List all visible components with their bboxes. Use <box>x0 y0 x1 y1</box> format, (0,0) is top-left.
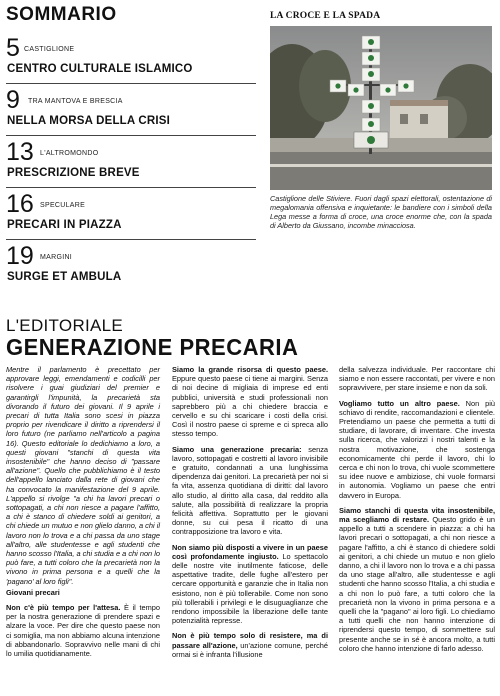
divider <box>6 83 256 84</box>
toc-headline: PRESCRIZIONE BREVE <box>7 167 140 179</box>
toc-section-label: SPECULARE <box>40 202 86 209</box>
text-column <box>6 365 160 664</box>
article-title: GENERAZIONE PRECARIA <box>6 334 299 361</box>
paragraph: Mentre il parlamento è precettato per approvare leggi, emendamenti e codicilli per risolvere i guai giudiziari del premier e garantirgli l'impunità, la precarietà sta divorando il futuro dei giovani. Il 9 aprile i precari di tutta Italia sono scesi in piazza proprio per rivendicare il diritto a riprendersi il loro futuro (ne parliamo nell'articolo a pagina 16). Questo editoriale lo dedichiamo a loro, a questi giovani "stanchi di questa vita insostenibile" che hanno deciso di "passare all'azione". Quello che pubblichiamo è il testo dell'appello lanciato dalla rete di giovani che ha convocato la manifestazione del 9 aprile. L'appello si rivolge "a chi ha lavori precari o sottopagati, a chi non riesce a pagare l'affitto, a chi è stanco di chiedere soldi ai genitori, a chi chiede un mutuo e non glielo danno, a chi il lavoro non lo trova e a chi passa da uno stage all'altro, alle studentesse e agli studenti che hanno scosso l'Italia, a chi studia e a chi non lo può fare, a tutti coloro che la precarietà non la vivono in prima persona e a quelli che la 'pagano' al loro figli". <box>6 365 160 586</box>
paragraph: Siamo una generazione precaria: senza lavoro, sottopagati e costretti al lavoro invisibile e gratuito, condannati a una lunghissima dipendenza dai genitori. La precarietà per noi si fa vita, assenza quotidiana di diritti: dal lavoro allo studio, al diritto alla casa, dal reddito alla salute, alla possibilità di realizzare la propria felicità affettiva. Soprattutto per le giovani donne, su cui pesa il ricatto di una contrapposizione tra lavoro e vita. <box>172 444 328 537</box>
toc-headline: CENTRO CULTURALE ISLAMICO <box>7 63 193 75</box>
paragraph: Vogliamo tutto un altro paese. Non più schiavo di rendite, raccomandazioni e clientele. Pretendiamo un paese che permetta a tutti di studiare, di lavorare, di inventare. Che investa sulla ricerca, che valorizzi i nostri talenti e la nostra motivazione, che sostenga economicamente chi perde il lavoro, chi lo cerca e chi non lo trova, chi vuole scommettere su idee nuove e ambiziose, chi vuole formarsi in autonomia. Vogliamo un paese che entri davvero in Europa. <box>339 398 495 500</box>
toc-item[interactable] <box>6 140 256 192</box>
sommario-title: SOMMARIO <box>6 4 117 25</box>
toc-section-label: TRA MANTOVA E BRESCIA <box>28 98 123 105</box>
paragraph: Non c'è più tempo per l'attesa. È il tempo per la nostra generazione di prendere spazi e alzare la voce. Per dire che questo paese non ci somiglia, ma non abbiamo alcuna intenzione di abbandonarlo. Sopravvivo nelle mani di chi lo umilia quotidianamente. <box>6 603 160 659</box>
toc-page-number: 13 <box>6 138 34 166</box>
text-column <box>172 365 328 665</box>
toc-headline: PRECARI IN PIAZZA <box>7 219 122 231</box>
section-label: L'EDITORIALE <box>6 316 124 335</box>
paragraph: Siamo stanchi di questa vita insostenibile, ma scegliamo di restare. Questo grido è un appello a tutti a scendere in piazza: a chi ha lavori precari o sottopagati, a chi non riesce a pagare l'affitto, a chi è stanco di chiedere soldi ai genitori, a chi chiede un mutuo e non glielo danno, a chi il lavoro non lo trova e a chi passa da uno stage all'altro, alle studentesse e agli studenti che hanno scosso l'Italia, a chi studia e a chi non lo può fare, a tutti coloro che la precarietà non la vivono in prima persona e a quelli che la "pagano" ai loro figli. Lo chiediamo a tutti quelli che non hanno intenzione di riprendersi questo tempo, di sommettere sul presente anche se in sé è ancora molto, a tutti coloro che hanno intenzione di farlo adesso. <box>339 505 495 653</box>
paragraph: della salvezza individuale. Per raccontare chi siamo e non essere raccontati, per vivere e non sopravvivere, per stare insieme e non da soli. <box>339 365 495 393</box>
text-column <box>339 365 495 659</box>
photo-caption: Castiglione delle Stiviere. Fuori dagli spazi elettorali, ostentazione di megalomania offensiva e inquietante: le bandiere con i simboli della Lega messe a forma di croce, una croce enorme che, con la spada di Alberto da Giussano, incombe minacciosa. <box>270 194 492 230</box>
divider <box>6 239 256 240</box>
divider <box>6 187 256 188</box>
toc-item[interactable] <box>6 36 256 88</box>
toc-item[interactable] <box>6 192 256 244</box>
toc-item[interactable] <box>6 88 256 140</box>
flags-cross-photo <box>270 26 492 190</box>
toc-section-label: MARGINI <box>40 254 73 261</box>
table-of-contents <box>6 36 256 296</box>
signature: Giovani precari <box>6 587 60 597</box>
toc-page-number: 5 <box>6 34 20 62</box>
toc-page-number: 9 <box>6 86 20 114</box>
divider <box>6 135 256 136</box>
toc-headline: NELLA MORSA DELLA CRISI <box>7 115 171 127</box>
photo-section-title: LA CROCE E LA SPADA <box>270 11 381 21</box>
toc-page-number: 16 <box>6 190 34 218</box>
toc-section-label: CASTIGLIONE <box>24 46 75 53</box>
paragraph: Siamo la grande risorsa di questo paese. Eppure questo paese ci tiene ai margini. Senza di noi decine di migliaia di imprese ed enti pubblici, università e studi professionali non saprebbero più a chi chiedere braccia e cervello e su chi scaricare i costi della crisi. Così il nostro paese ci spreme e ci spreca allo stesso tempo. <box>172 365 328 439</box>
toc-headline: SURGE ET AMBULA <box>7 271 122 283</box>
toc-page-number: 19 <box>6 242 34 270</box>
paragraph: Non è più tempo solo di resistere, ma di passare all'azione, un'azione comune, perché ormai si è infranta l'illusione <box>172 631 328 659</box>
toc-item[interactable] <box>6 244 256 296</box>
toc-section-label: L'ALTROMONDO <box>40 150 99 157</box>
paragraph: Non siamo più disposti a vivere in un paese così profondamente ingiusto. Lo spettacolo delle nostre vite inutilmente faticose, delle aspettative tradite, delle fughe all'estero per cercare opportunità e garanzie che in Italia non esistono, non è più tollerabile. Come non sono più tollerabili i privilegi e le disuguaglianze che rendono impossibile la liberazione delle tante potenzialità represse. <box>172 542 328 626</box>
